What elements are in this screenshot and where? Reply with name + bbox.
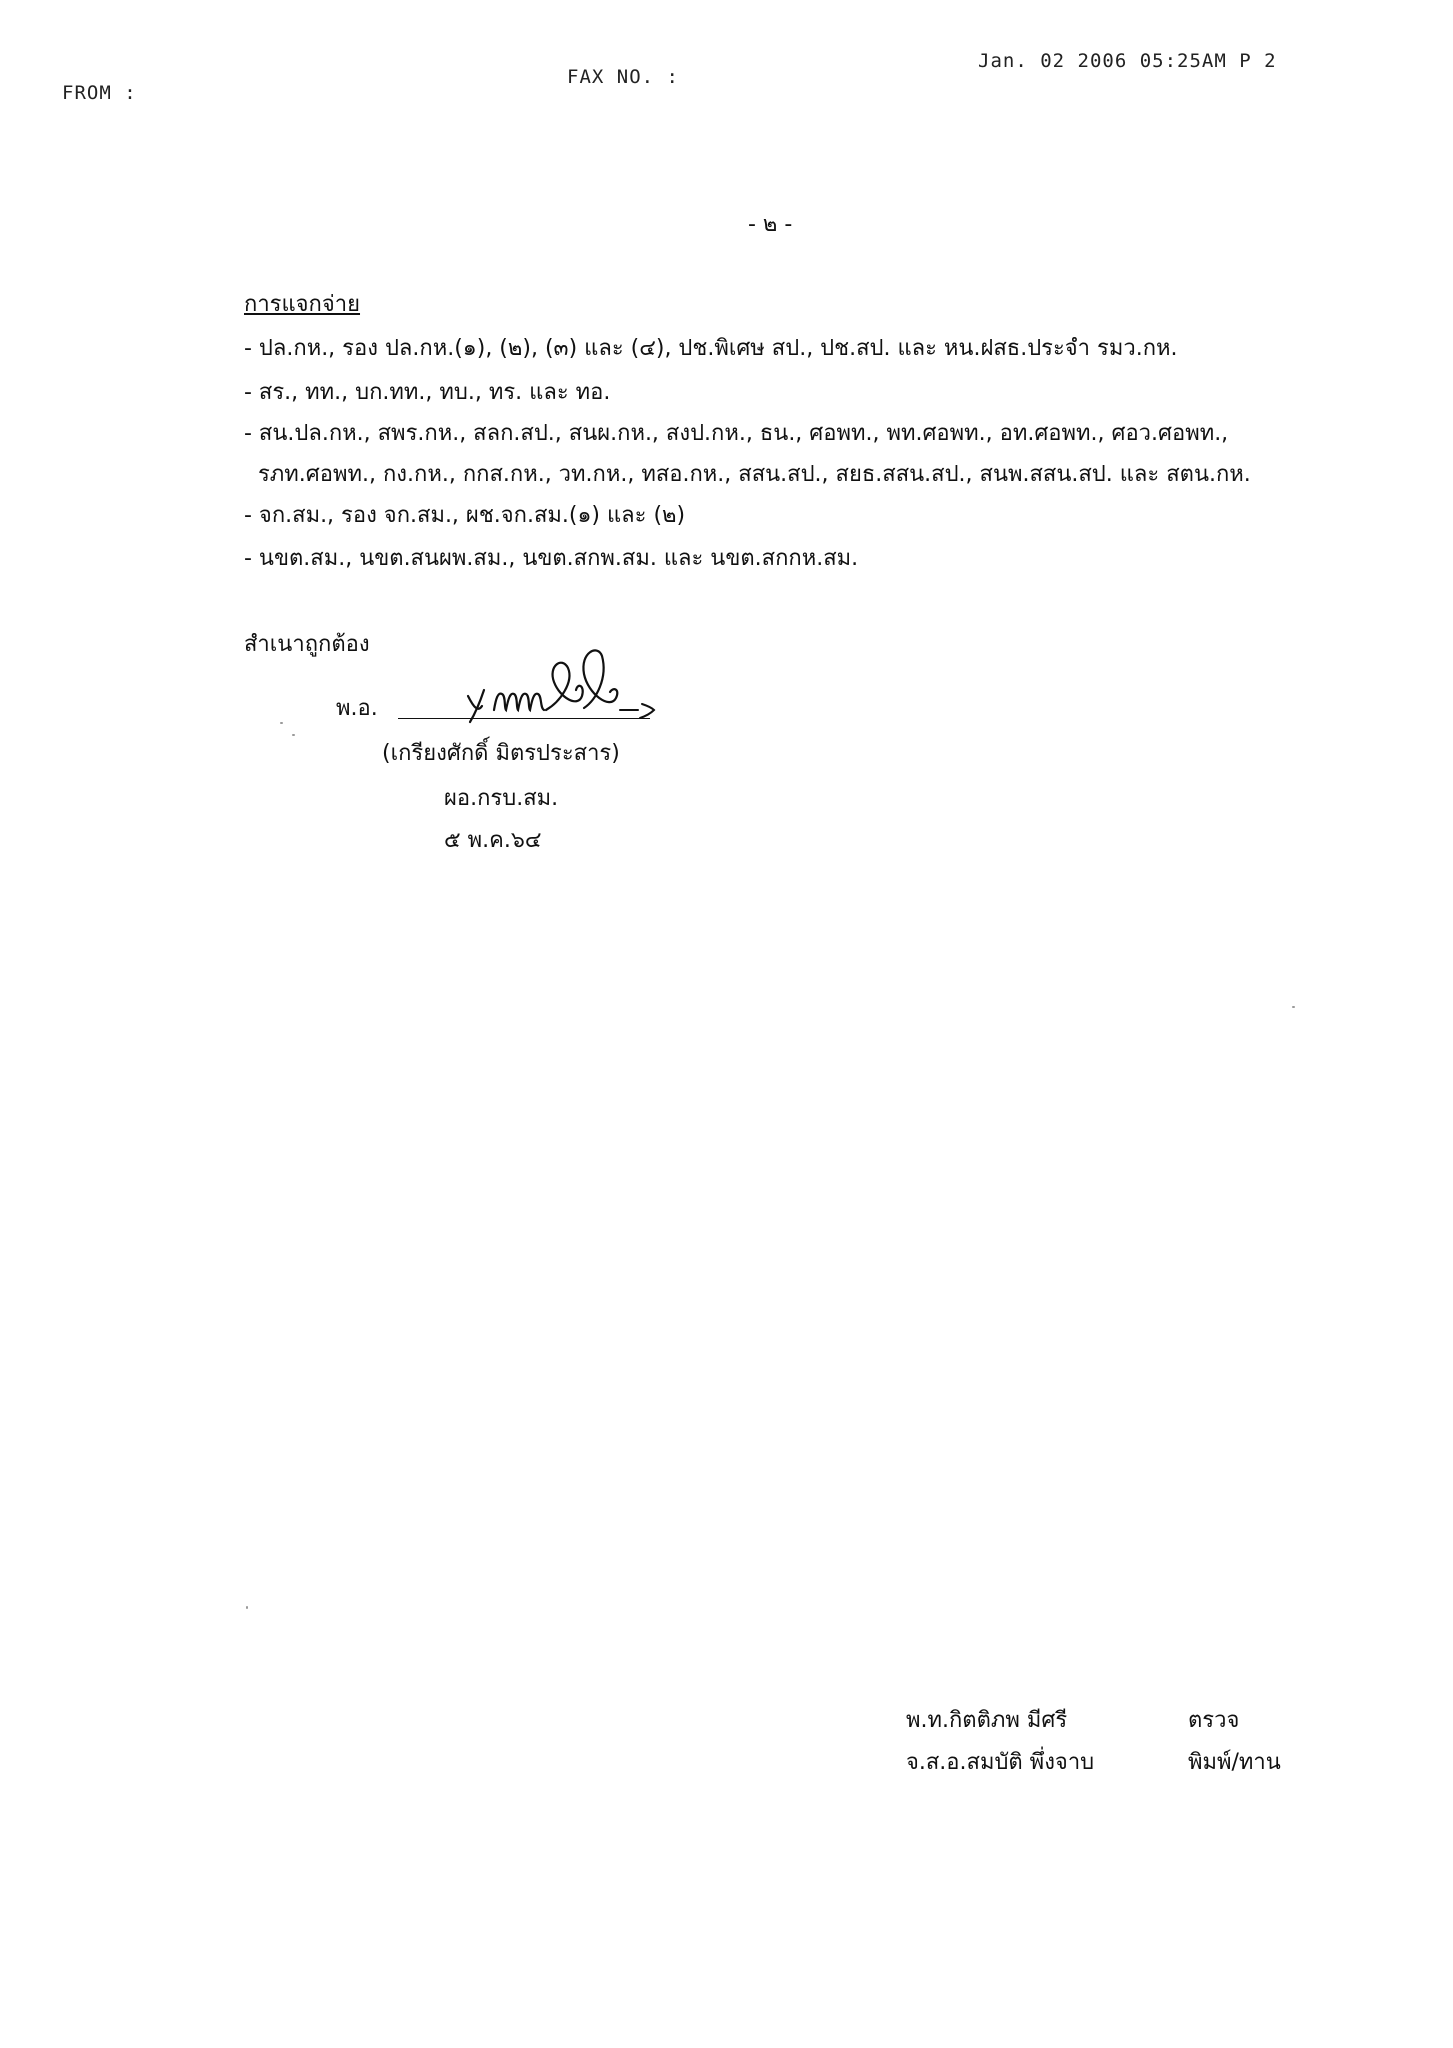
scan-speck: [280, 722, 283, 724]
scan-speck: [246, 1606, 248, 1609]
signer-name: (เกรียงศักดิ์ มิตรประสาร): [382, 741, 620, 766]
scan-speck: [292, 734, 295, 736]
scan-speck: [1292, 1006, 1295, 1008]
checker-role: ตรวจ: [1188, 1708, 1240, 1733]
distribution-heading: การแจกจ่าย: [244, 292, 361, 317]
fax-from-label: FROM :: [62, 82, 137, 104]
signer-rank: พ.อ.: [336, 696, 378, 721]
distribution-line: - สน.ปล.กห., สพร.กห., สลก.สป., สนผ.กห., สงป.กห., ธน., ศอพท., พท.ศอพท., อท.ศอพท., ศอว.ศอพท.,: [244, 421, 1229, 446]
distribution-line: - ปล.กห., รอง ปล.กห.(๑), (๒), (๓) และ (๔), ปช.พิเศษ สป., ปช.สป. และ หน.ฝสธ.ประจำ รมว.กห.: [244, 336, 1178, 361]
fax-number-label: FAX NO. :: [567, 66, 679, 88]
distribution-line: รภท.ศอพท., กง.กห., กกส.กห., วท.กห., ทสอ.กห., สสน.สป., สยธ.สสน.สป., สนพ.สสน.สป. และ สตน.กห.: [244, 462, 1251, 487]
typist-role: พิมพ์/ทาน: [1188, 1750, 1281, 1775]
distribution-line: - จก.สม., รอง จก.สม., ผช.จก.สม.(๑) และ (๒): [244, 503, 686, 528]
certification-date: ๕ พ.ค.๖๔: [444, 828, 542, 853]
fax-datetime-page: Jan. 02 2006 05:25AM P 2: [978, 50, 1277, 72]
distribution-line: - นขต.สม., นขต.สนผพ.สม., นขต.สกพ.สม. และ นขต.สกกห.สม.: [244, 546, 859, 571]
checker-name: พ.ท.กิตติภพ มีศรี: [906, 1708, 1068, 1733]
handwritten-signature: [464, 638, 664, 728]
signature-line: [398, 718, 650, 719]
certified-label: สำเนาถูกต้อง: [244, 632, 370, 657]
signer-position: ผอ.กรบ.สม.: [444, 786, 559, 811]
distribution-line: - สร., ทท., บก.ทท., ทบ., ทร. และ ทอ.: [244, 380, 611, 405]
page-number: - ๒ -: [748, 212, 793, 237]
signature-drawing: [464, 638, 664, 728]
typist-name: จ.ส.อ.สมบัติ พึ่งจาบ: [906, 1750, 1095, 1775]
